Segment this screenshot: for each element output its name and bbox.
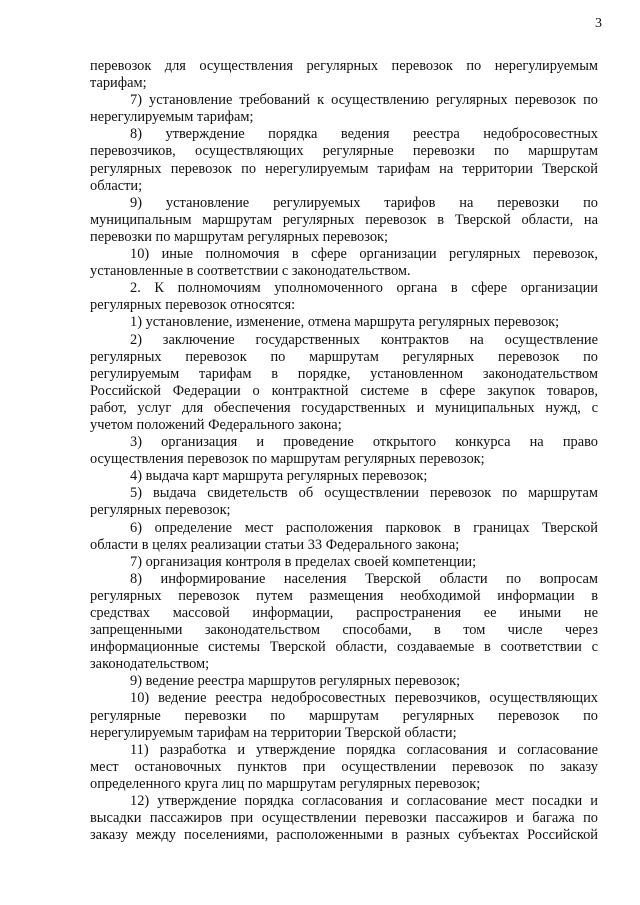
text-line: 2) заключение государственных контрактов на осуществление	[130, 331, 598, 348]
text-line: мест остановочных пунктов при осуществлении перевозок по заказу	[90, 758, 598, 775]
text-line: информационные системы Тверской области, создаваемые в соответствии с	[90, 639, 598, 656]
page-number: 3	[595, 16, 602, 31]
text-line: регулируемым тарифам в порядке, установленном законодательством	[90, 365, 598, 382]
text-line: 8) информирование населения Тверской области по вопросам	[130, 570, 598, 587]
text-line: 3) организация и проведение открытого конкурса на право	[130, 434, 598, 451]
text-line: 9) ведение реестра маршрутов регулярных перевозок;	[130, 673, 461, 690]
text-line: высадки пассажиров при осуществлении перевозки пассажиров и багажа по	[90, 810, 598, 827]
text-line: установленные в соответствии с законодательством.	[90, 263, 411, 280]
text-line: определенного круга лиц по маршрутам регулярных перевозок;	[90, 775, 481, 792]
text-line: тарифам;	[90, 75, 147, 92]
text-line: муниципальным маршрутам регулярных перевозок в Тверской области, на	[90, 211, 598, 228]
text-line: 1) установление, изменение, отмена маршрута регулярных перевозок;	[130, 314, 560, 331]
text-line: 7) установление требований к осуществлению регулярных перевозок по	[130, 92, 598, 109]
text-line: средствах массовой информации, распространения ее иными не	[90, 605, 598, 621]
text-line: 2. К полномочиям уполномоченного органа в сфере организации	[130, 280, 598, 297]
text-line: области;	[90, 177, 143, 194]
text-line: регулярных перевозок по нерегулируемым тарифам на территории Тверской	[90, 160, 598, 177]
text-line: Российской Федерации о контрактной системе в сфере закупок товаров,	[90, 382, 598, 399]
text-line: 11) разработка и утверждение порядка согласования и согласование	[130, 741, 598, 758]
text-line: регулярные перевозки по маршрутам регулярных перевозок по	[90, 707, 598, 724]
text-line: заказу между поселениями, расположенными в разных субъектах Российской	[90, 827, 598, 844]
text-line: работ, услуг для обеспечения государственных и муниципальных нужд, с	[90, 399, 598, 416]
text-line: запрещенными законодательством способами, в том числе через	[90, 622, 598, 639]
text-line: осуществления перевозок по маршрутам регулярных перевозок;	[90, 451, 485, 468]
text-line: перевозок для осуществления регулярных перевозок по нерегулируемым	[90, 58, 598, 74]
text-line: 6) определение мест расположения парковок в границах Тверской	[130, 519, 598, 536]
text-line: 4) выдача карт маршрута регулярных перевозок;	[130, 468, 428, 485]
text-line: 5) выдача свидетельств об осуществлении перевозок по маршрутам	[130, 485, 598, 502]
text-line: перевозчиков, осуществляющих регулярные перевозки по маршрутам	[90, 143, 598, 160]
text-line: законодательством;	[90, 656, 210, 673]
body-text	[90, 58, 598, 844]
text-line: регулярных перевозок относятся:	[90, 297, 296, 314]
text-line: учетом положений Федерального закона;	[90, 416, 342, 433]
text-line: 7) организация контроля в пределах своей компетенции;	[130, 553, 477, 570]
text-line: 12) утверждение порядка согласования и согласование мест посадки и	[130, 793, 598, 810]
text-line: 10) ведение реестра недобросовестных перевозчиков, осуществляющих	[130, 690, 598, 707]
text-line: области в целях реализации статьи 33 Федерального закона;	[90, 536, 460, 553]
text-line: регулярных перевозок;	[90, 502, 231, 519]
text-line: 9) установление регулируемых тарифов на перевозки по	[130, 194, 598, 211]
text-line: 10) иные полномочия в сфере организации регулярных перевозок,	[130, 246, 598, 263]
text-line: нерегулируемым тарифам;	[90, 109, 254, 126]
text-line: регулярных перевозок путем размещения необходимой информации в	[90, 587, 598, 604]
text-line: регулярных перевозок по маршрутам регулярных перевозок по	[90, 348, 598, 365]
text-line: 8) утверждение порядка ведения реестра недобросовестных	[130, 126, 598, 143]
text-line: перевозки по маршрутам регулярных перевозок;	[90, 228, 389, 245]
text-line: нерегулируемым тарифам на территории Тверской области;	[90, 724, 457, 741]
